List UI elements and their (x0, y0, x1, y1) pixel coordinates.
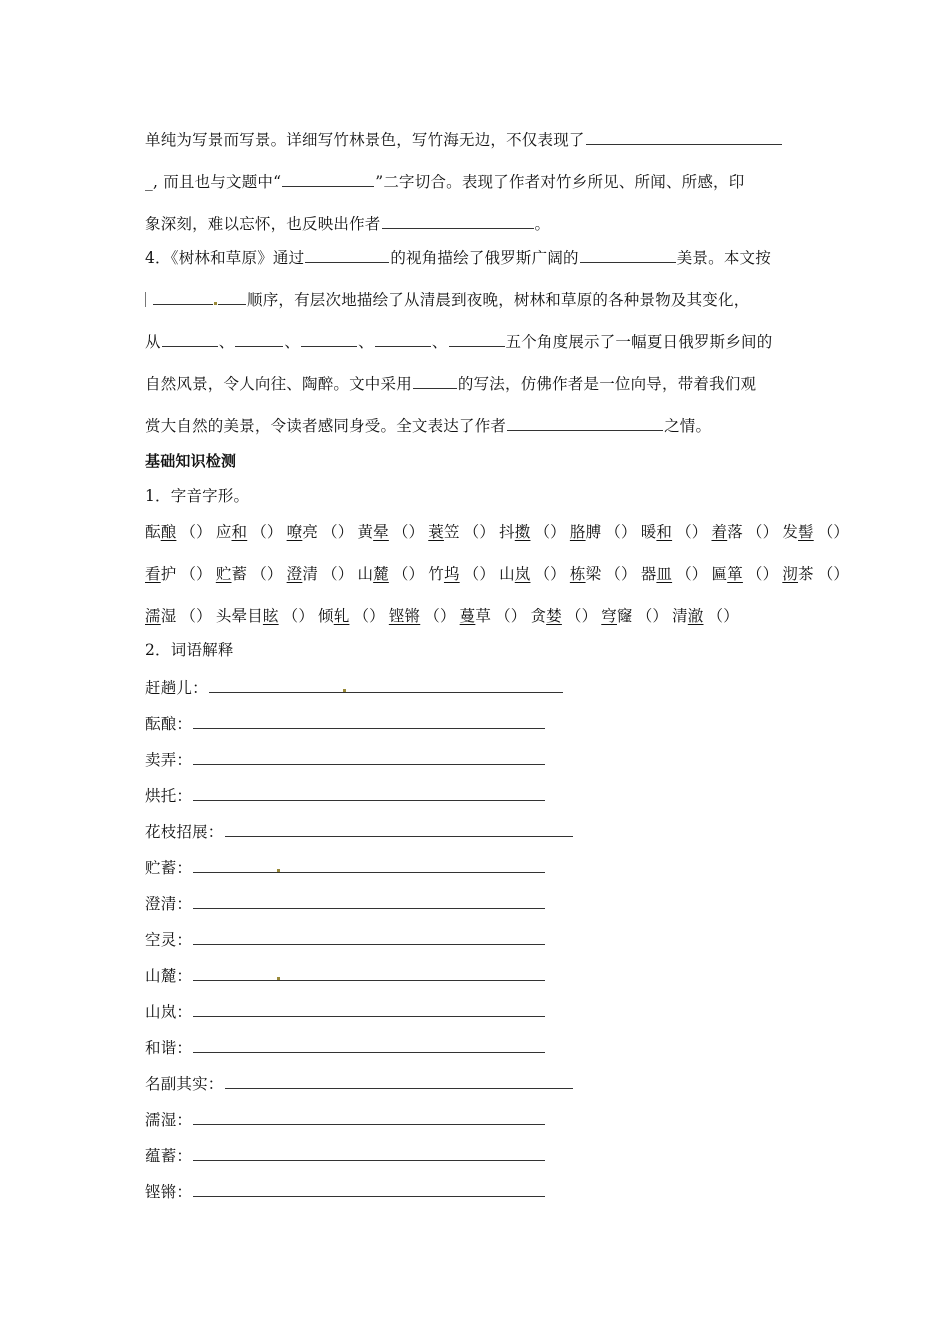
word-target: 嘹 (286, 523, 303, 541)
word-target: 酿 (160, 523, 177, 541)
word-plain: 应 (215, 523, 232, 541)
word-target: 轧 (333, 607, 350, 625)
word-item (357, 523, 428, 541)
answer-blank[interactable] (282, 171, 374, 187)
word-target: 贮 (215, 565, 232, 583)
word-plain: 窿 (616, 607, 633, 625)
pinyin-paren[interactable]: （） (180, 523, 212, 541)
word-item (428, 565, 499, 583)
word-item (460, 607, 531, 625)
word-plain: 膊 (585, 523, 602, 541)
pinyin-paren[interactable]: （） (392, 565, 425, 583)
word-item (287, 565, 358, 583)
term-label: 山麓： (145, 967, 193, 985)
word-plain: 酝 (145, 523, 161, 541)
pinyin-paren[interactable]: （） (605, 565, 637, 583)
answer-blank[interactable] (382, 213, 534, 229)
marker-dot (214, 302, 217, 305)
pinyin-paren[interactable]: （） (746, 523, 779, 541)
word-target: 铿锵 (388, 607, 421, 625)
word-target: 看 (145, 565, 161, 583)
word-item (782, 565, 853, 583)
term-label: 烘托： (145, 787, 193, 805)
word-plain: 倾 (318, 607, 334, 625)
term-row (145, 1180, 546, 1202)
term-row (145, 1108, 546, 1130)
word-item (389, 607, 460, 625)
pinyin-paren[interactable]: （） (746, 565, 779, 583)
word-item (216, 607, 318, 625)
word-plain: 器 (640, 565, 657, 583)
marker-dot (277, 977, 280, 980)
pinyin-paren[interactable]: （） (251, 523, 283, 541)
pinyin-paren[interactable]: （） (463, 523, 496, 541)
definition-blank[interactable] (193, 750, 545, 765)
word-target: 箪 (727, 565, 743, 583)
term-row (145, 712, 546, 734)
pinyin-paren[interactable]: （） (282, 607, 315, 625)
word-plain: 匾 (711, 565, 728, 583)
word-item (530, 607, 601, 625)
word-item (641, 565, 712, 583)
word-target: 蓑 (428, 523, 444, 541)
pinyin-paren[interactable]: （） (495, 607, 527, 625)
word-item (428, 523, 499, 541)
term-row (145, 1036, 546, 1058)
definition-blank[interactable] (193, 786, 545, 801)
q1-row2 (145, 562, 853, 584)
term-label: 空灵： (145, 931, 193, 949)
definition-blank[interactable] (193, 966, 545, 981)
term-row (145, 964, 546, 986)
marker-dot (343, 689, 346, 692)
word-plain: 竹 (428, 565, 444, 583)
word-item (287, 523, 358, 541)
word-plain: 湿 (160, 607, 177, 625)
pinyin-paren[interactable]: （） (251, 565, 283, 583)
pinyin-paren[interactable]: （） (322, 523, 354, 541)
term-label: 蕴蓄： (145, 1147, 193, 1165)
word-target: 婪 (546, 607, 562, 625)
answer-blank[interactable] (162, 331, 218, 347)
term-row (145, 1072, 574, 1094)
word-target: 穹 (601, 607, 617, 625)
pinyin-paren[interactable]: （） (605, 523, 637, 541)
answer-blank[interactable] (218, 289, 246, 305)
para4-line3: 从 、 、 、 、 五个角度展示了一幅夏日俄罗斯乡间的 (145, 333, 773, 351)
word-target: 髻 (798, 523, 814, 541)
term-row (145, 856, 546, 878)
answer-blank[interactable] (413, 373, 457, 389)
word-target: 皿 (656, 565, 673, 583)
word-item (145, 523, 216, 541)
para4-line2: 顺序，有层次地描绘了从清晨到夜晚，树林和草原的各种景物及其变化， (145, 288, 749, 310)
answer-blank[interactable] (235, 331, 283, 347)
word-target: 胳 (569, 523, 586, 541)
word-target: 岚 (514, 565, 531, 583)
definition-blank[interactable] (193, 894, 545, 909)
para4-line1: 4．《树林和草原》通过 的视角描绘了俄罗斯广阔的 美景。本文按 (145, 249, 771, 267)
word-plain: 蓄 (231, 565, 248, 583)
definition-blank[interactable] (225, 1074, 573, 1089)
word-item (570, 523, 641, 541)
word-plain: 落 (727, 523, 743, 541)
definition-blank[interactable] (193, 858, 545, 873)
term-label: 铿锵： (145, 1183, 193, 1201)
word-plain: 清 (672, 607, 688, 625)
word-target: 眩 (262, 607, 279, 625)
definition-blank[interactable] (193, 714, 545, 729)
word-target: 和 (231, 523, 248, 541)
word-item (357, 565, 428, 583)
term-label: 贮蓄： (145, 859, 193, 877)
term-row (145, 820, 574, 842)
word-target: 澄 (286, 565, 303, 583)
answer-blank[interactable] (305, 247, 389, 263)
word-plain: 山 (357, 565, 374, 583)
word-plain: 贪 (530, 607, 547, 625)
word-item (145, 607, 216, 625)
answer-blank[interactable] (580, 247, 676, 263)
word-plain: 发 (782, 523, 799, 541)
definition-blank[interactable] (225, 822, 573, 837)
definition-blank[interactable] (193, 1110, 545, 1125)
word-target: 着 (711, 523, 728, 541)
para3-line1: 单纯为写景而写景。详细写竹林景色，写竹海无边，不仅表现了 (145, 128, 783, 150)
definition-blank[interactable] (193, 1146, 545, 1161)
definition-blank[interactable] (193, 1182, 545, 1197)
term-label: 山岚： (145, 1003, 193, 1021)
word-plain: 梁 (585, 565, 602, 583)
para3-line2: _, 而且也与文题中“ ”二字切合。表现了作者对竹乡所见、所闻、所感，印 (145, 173, 745, 191)
pinyin-paren[interactable]: （） (676, 523, 708, 541)
pinyin-paren[interactable]: （） (463, 565, 496, 583)
pinyin-paren[interactable]: （） (817, 565, 850, 583)
pinyin-paren[interactable]: （） (353, 607, 385, 625)
term-label: 澄清： (145, 895, 193, 913)
pinyin-paren[interactable]: （） (180, 565, 212, 583)
pinyin-paren[interactable]: （） (534, 523, 566, 541)
pinyin-paren[interactable]: （） (817, 523, 850, 541)
word-plain: 清 (302, 565, 319, 583)
answer-blank[interactable] (301, 331, 357, 347)
term-label: 濡湿： (145, 1111, 193, 1129)
word-plain: 护 (160, 565, 177, 583)
term-row (145, 748, 546, 770)
word-item (318, 607, 389, 625)
word-item (216, 565, 287, 583)
term-row (145, 784, 546, 806)
answer-blank[interactable] (507, 415, 663, 431)
pinyin-paren[interactable]: （） (636, 607, 669, 625)
word-item (712, 565, 783, 583)
answer-blank[interactable] (449, 331, 505, 347)
pinyin-paren[interactable]: （） (565, 607, 598, 625)
word-item (570, 565, 641, 583)
q1-title: 1．字音字形。 (145, 487, 250, 505)
word-target: 澈 (687, 607, 704, 625)
section-title: 基础知识检测 (145, 452, 237, 470)
para4-line5: 赏大自然的美景，令读者感同身受。全文表达了作者 之情。 (145, 417, 712, 435)
marker-dot (277, 869, 280, 872)
term-row (145, 676, 564, 698)
definition-blank[interactable] (193, 930, 545, 945)
word-plain: 暖 (640, 523, 657, 541)
word-plain: 山 (499, 565, 515, 583)
pinyin-paren[interactable]: （） (424, 607, 456, 625)
para3-line3: 象深刻，难以忘怀，也反映出作者 。 (145, 215, 551, 233)
cursor-bar (145, 292, 146, 307)
pinyin-paren[interactable]: （） (322, 565, 354, 583)
word-plain: 茶 (798, 565, 814, 583)
word-plain: 亮 (302, 523, 319, 541)
word-target: 濡 (145, 607, 161, 625)
term-label: 名副其实： (145, 1075, 224, 1093)
word-plain: 黄 (357, 523, 374, 541)
answer-blank[interactable] (586, 129, 782, 145)
word-item (499, 565, 570, 583)
pinyin-paren[interactable]: （） (676, 565, 708, 583)
word-target: 蔓 (459, 607, 476, 625)
word-target: 和 (656, 523, 673, 541)
word-item (641, 523, 712, 541)
word-item (712, 523, 783, 541)
term-label: 卖弄： (145, 751, 193, 769)
word-item (601, 607, 672, 625)
word-item (216, 523, 287, 541)
word-target: 晕 (373, 523, 389, 541)
word-item (145, 565, 216, 583)
word-target: 麓 (373, 565, 389, 583)
word-item (782, 523, 853, 541)
answer-blank[interactable] (375, 331, 431, 347)
pinyin-paren[interactable]: （） (180, 607, 212, 625)
definition-blank[interactable] (193, 1002, 545, 1017)
term-row (145, 1000, 546, 1022)
term-label: 花枝招展： (145, 823, 224, 841)
term-label: 赶趟儿： (145, 679, 208, 697)
word-target: 擞 (514, 523, 531, 541)
definition-blank[interactable] (193, 1038, 545, 1053)
word-item (499, 523, 570, 541)
word-plain: 草 (475, 607, 492, 625)
word-plain: 笠 (443, 523, 460, 541)
word-plain: 抖 (499, 523, 515, 541)
answer-blank[interactable] (153, 289, 213, 305)
pinyin-paren[interactable]: （） (707, 607, 739, 625)
term-row (145, 892, 546, 914)
word-target: 栋 (569, 565, 586, 583)
q1-row3 (145, 604, 743, 626)
word-plain: 头晕目 (215, 607, 263, 625)
para4-line4: 自然风景，令人向往、陶醉。文中采用 的写法，仿佛作者是一位向导，带着我们观 (145, 375, 757, 393)
q2-title: 2．词语解释 (145, 641, 234, 659)
pinyin-paren[interactable]: （） (392, 523, 425, 541)
definition-blank[interactable] (209, 678, 563, 693)
term-row (145, 1144, 546, 1166)
word-target: 沏 (782, 565, 799, 583)
term-label: 酝酿： (145, 715, 193, 733)
term-row (145, 928, 546, 950)
pinyin-paren[interactable]: （） (534, 565, 566, 583)
word-item (672, 607, 743, 625)
word-target: 坞 (443, 565, 460, 583)
term-label: 和谐： (145, 1039, 193, 1057)
q1-row1 (145, 520, 853, 542)
